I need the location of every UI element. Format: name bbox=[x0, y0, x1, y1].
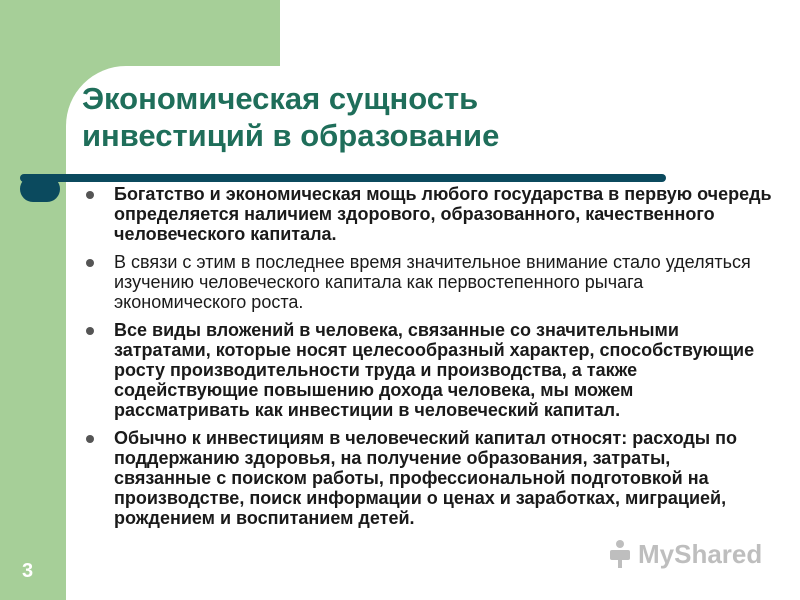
bullet-dot-icon bbox=[86, 435, 94, 443]
bullet-item bbox=[82, 184, 772, 244]
bullet-item bbox=[82, 252, 772, 312]
bullet-text: Все виды вложений в человека, связанные со значительными затратами, которые носят целесообразный характер, способствующие росту производительности труда и производства, а также содействующие повышению дохода человека, мы можем рассматривать как инвестиции в человеческий капитал. bbox=[114, 320, 755, 420]
bullet-text: Обычно к инвестициям в человеческий капитал относят: расходы по поддержанию здоровья, на получение образования, затраты, связанные с поиском работы, профессиональной подготовкой на производстве, поиск информации о ценах и заработках, миграцией, рождением и воспитанием детей. bbox=[114, 428, 737, 528]
watermark bbox=[606, 538, 762, 570]
watermark-text: MyShared bbox=[638, 538, 763, 569]
title-divider bbox=[20, 174, 666, 182]
bullet-dot-icon bbox=[86, 191, 94, 199]
bullet-list bbox=[82, 184, 772, 536]
bullet-item bbox=[82, 428, 772, 528]
slide-number: 3 bbox=[22, 560, 34, 582]
title-divider-cap bbox=[20, 176, 60, 202]
slide-title bbox=[82, 80, 762, 154]
bullet-item bbox=[82, 320, 772, 420]
bullet-text: Богатство и экономическая мощь любого государства в первую очередь определяется наличием здорового, образованного, качественного человеческого капитала. bbox=[114, 184, 772, 244]
bullet-text: В связи с этим в последнее время значительное внимание стало уделяться изучению человеческого капитала как первостепенного рычага экономического роста. bbox=[114, 252, 751, 312]
slide-title-line-1: Экономическая сущность bbox=[82, 81, 479, 116]
bullet-dot-icon bbox=[86, 327, 94, 335]
bullet-dot-icon bbox=[86, 259, 94, 267]
presenter-icon bbox=[606, 538, 634, 570]
slide-title-line-2: инвестиций в образование bbox=[82, 118, 500, 153]
